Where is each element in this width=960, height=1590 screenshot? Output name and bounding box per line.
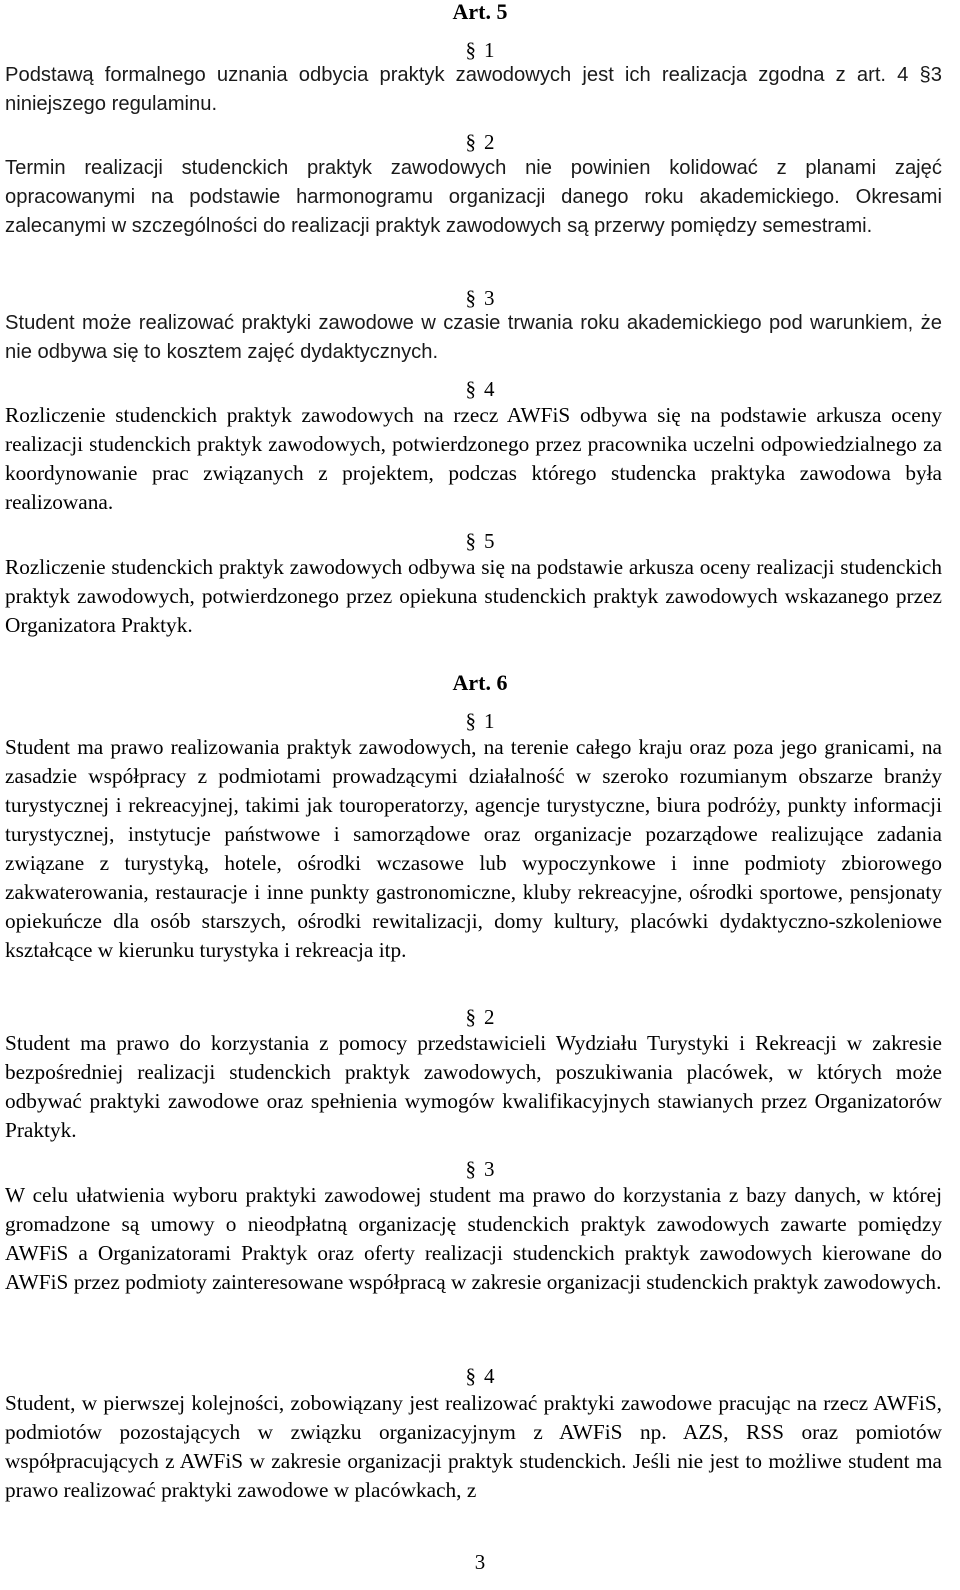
section-mark: § [465,1157,476,1181]
section-number: 2 [484,1005,495,1029]
section-text: Student ma prawo do korzystania z pomocy przedstawicieli Wydziału Turystyki i Rekreacji w zakresie bezpośredniej realizacji studenckich praktyk zawodowych, poszukiwania placówek, w których może odbywać praktyki zawodowe oraz spełnienia wymogów kwalifikacyjnych stawianych przez Organizatorów Praktyk. [5,1031,942,1142]
section-number: 4 [484,377,495,401]
section-heading [0,1005,960,1029]
article-title: Art. 6 [452,670,508,695]
section-mark: § [465,130,476,154]
article-title: Art. 5 [452,0,508,24]
section-mark: § [465,1005,476,1029]
section-text: Podstawą formalnego uznania odbycia praktyk zawodowych jest ich realizacja zgodna z art. 4 §3 niniejszego regulaminu. [5,64,942,115]
section-heading [0,377,960,401]
section-text: Rozliczenie studenckich praktyk zawodowych odbywa się na podstawie arkusza oceny realizacji studenckich praktyk zawodowych, potwierdzonego przez opiekuna studenckich praktyk zawodowych wskazanego przez Organizatora Praktyk. [5,555,942,637]
section-text: Student, w pierwszej kolejności, zobowiązany jest realizować praktyki zawodowe pracując na rzecz AWFiS, podmiotów pozostających w związku organizacyjnym z AWFiS np. AZS, RSS oraz pomiotów współpracujących z AWFiS w zakresie organizacji praktyk studenckich. Jeśli nie jest to możliwe student ma prawo realizować praktyki zawodowe w placówkach, z [5,1391,942,1502]
section-number: 2 [484,130,495,154]
section-number: 3 [484,286,495,310]
section-mark: § [465,1364,476,1388]
section-heading [0,286,960,310]
section-number: 4 [484,1364,495,1388]
section-heading [0,130,960,154]
section-text: Student może realizować praktyki zawodowe w czasie trwania roku akademickiego pod warunkiem, że nie odbywa się to kosztem zajęć dydaktycznych. [5,312,942,363]
section-heading [0,709,960,733]
section-mark: § [465,709,476,733]
section-heading [0,529,960,553]
section-mark: § [465,529,476,553]
section-mark: § [465,286,476,310]
section-mark: § [465,377,476,401]
section-number: 1 [484,38,495,62]
section-text: Rozliczenie studenckich praktyk zawodowych na rzecz AWFiS odbywa się na podstawie arkusza oceny realizacji studenckich praktyk zawodowych, potwierdzonego przez pracownika uczelni odpowiedzialnego za koordynowanie prac związanych z projektem, podczas którego studencka praktyka zawodowa była realizowana. [5,403,942,514]
section-heading [0,38,960,62]
section-text: Termin realizacji studenckich praktyk zawodowych nie powinien kolidować z planami zajęć opracowanymi na podstawie harmonogramu organizacji danego roku akademickiego. Okresami zalecanymi w szczególności do realizacji praktyk zawodowych są przerwy pomiędzy semestrami. [5,157,942,237]
page-number: 3 [474,1550,486,1574]
section-number: 3 [484,1157,495,1181]
section-heading [0,1364,960,1388]
section-text: W celu ułatwienia wyboru praktyki zawodowej student ma prawo do korzystania z bazy danych, w której gromadzone są umowy o nieodpłatną organizację studenckich praktyk zawodowych zawarte pomiędzy AWFiS a Organizatorami Praktyk oraz oferty realizacji studenckich praktyk zawodowych kierowane do AWFiS przez podmioty zainteresowane współpracą w zakresie organizacji studenckich praktyk zawodowych. [5,1183,942,1294]
section-heading [0,1157,960,1181]
section-text: Student ma prawo realizowania praktyk zawodowych, na terenie całego kraju oraz poza jego granicami, na zasadzie współpracy z podmiotami prowadzącymi działalność w szeroko rozumianym obszarze branży turystycznej i rekreacyjnej, takimi jak touroperatorzy, agencje turystyczne, biura podróży, punkty informacji turystycznej, instytucje państwowe i samorządowe oraz organizacje pozarządowe realizujące zadania związane z turystyką, hotele, ośrodki wczasowe lub wypoczynkowe i inne podmioty zbiorowego zakwaterowania, restauracje i inne punkty gastronomiczne, kluby rekreacyjne, ośrodki sportowe, pensjonaty opiekuńcze dla osób starszych, ośrodki rewitalizacji, domy kultury, placówki dydaktyczno-szkoleniowe kształcące w kierunku turystyka i rekreacja itp. [5,735,942,962]
section-number: 5 [484,529,495,553]
section-mark: § [465,38,476,62]
section-number: 1 [484,709,495,733]
